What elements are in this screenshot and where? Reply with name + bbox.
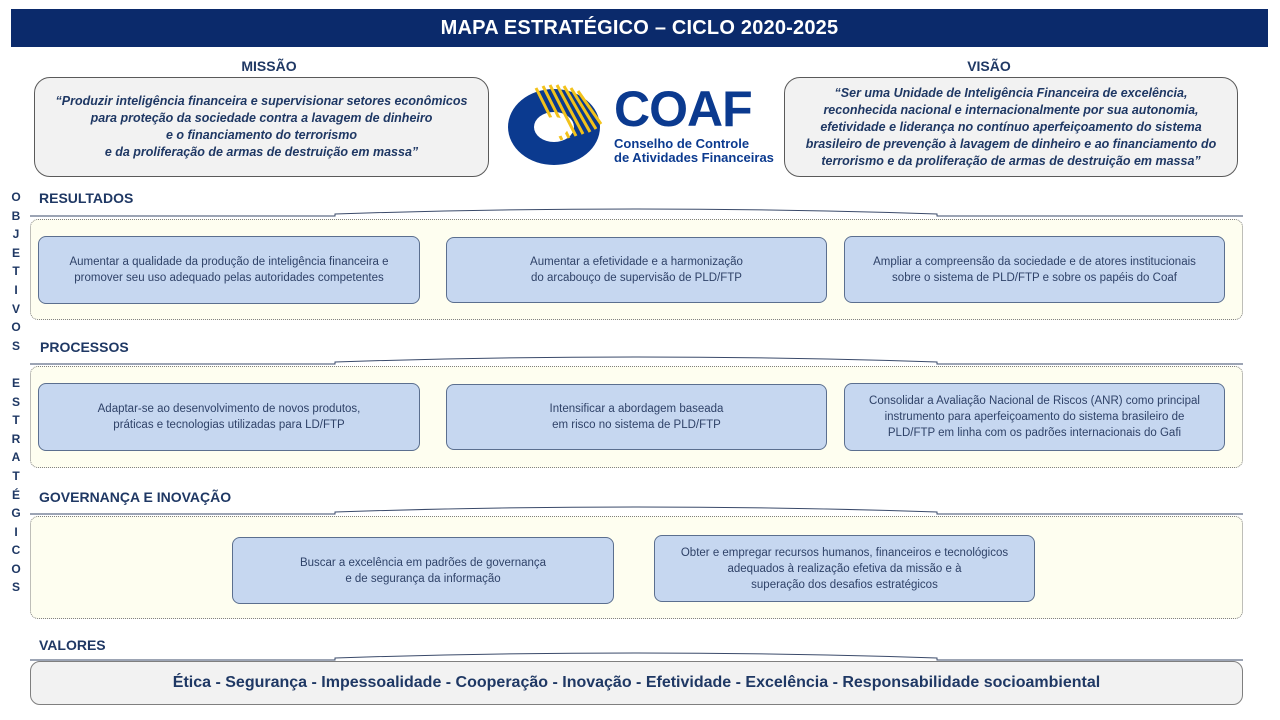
objective-line: promover seu uso adequado pelas autoridades competentes bbox=[74, 272, 384, 284]
objective-line: e de segurança da informação bbox=[345, 572, 501, 585]
objective-line: Aumentar a efetividade e a harmonização bbox=[530, 256, 743, 268]
vertical-letter: T bbox=[12, 468, 20, 483]
vertical-letter: I bbox=[14, 282, 18, 297]
visao-line: “Ser uma Unidade de Inteligência Financeira de excelência, bbox=[834, 85, 1188, 100]
brace-processos bbox=[30, 352, 1243, 366]
objective-resultados-1 bbox=[38, 236, 420, 304]
vertical-letter: S bbox=[11, 394, 20, 409]
objective-resultados-3 bbox=[844, 236, 1225, 303]
coaf-logo-subtitle-1: Conselho de Controle bbox=[614, 136, 750, 151]
vertical-letter: S bbox=[11, 338, 20, 353]
vertical-letter: B bbox=[11, 208, 21, 223]
objective-resultados-2 bbox=[446, 237, 827, 303]
coaf-logo-emblem bbox=[506, 82, 606, 168]
objective-line: Ampliar a compreensão da sociedade e de atores institucionais bbox=[873, 255, 1196, 268]
objective-line: em risco no sistema de PLD/FTP bbox=[552, 419, 721, 431]
missao-heading: MISSÃO bbox=[241, 58, 297, 74]
coaf-logo-wordmark: COAF bbox=[614, 81, 752, 137]
vertical-letter: O bbox=[11, 320, 21, 335]
missao-line: para proteção da sociedade contra a lavagem de dinheiro bbox=[90, 111, 433, 125]
objective-line: superação dos desafios estratégicos bbox=[751, 578, 938, 591]
brace-resultados bbox=[30, 204, 1243, 218]
missao-line: “Produzir inteligência financeira e supervisionar setores econômicos bbox=[55, 94, 468, 108]
vertical-letter: S bbox=[11, 580, 20, 595]
vertical-letter: O bbox=[11, 190, 21, 204]
objective-processos-3 bbox=[844, 383, 1225, 451]
objective-line: Aumentar a qualidade da produção de inteligência financeira e bbox=[69, 256, 389, 268]
objective-line: práticas e tecnologias utilizadas para LD/FTP bbox=[113, 419, 345, 431]
objective-line: do arcabouço de supervisão de PLD/FTP bbox=[531, 272, 742, 284]
objective-processos-1 bbox=[38, 383, 420, 451]
objective-line: Adaptar-se ao desenvolvimento de novos produtos, bbox=[97, 403, 361, 415]
vertical-letter-space bbox=[8, 355, 24, 374]
missao-line: e da proliferação de armas de destruição em massa” bbox=[104, 145, 419, 159]
section-heading-processos: PROCESSOS bbox=[40, 339, 129, 355]
vertical-label-objetivos-estrategicos bbox=[8, 188, 24, 597]
objective-governanca-1 bbox=[232, 537, 614, 604]
vertical-letter: T bbox=[12, 264, 20, 279]
band-governanca bbox=[30, 516, 1243, 619]
visao-line: efetividade e liderança no contínuo aperfeiçoamento do sistema bbox=[820, 119, 1202, 134]
objective-line: PLD/FTP em linha com os padrões internacionais do Gafi bbox=[887, 427, 1182, 439]
brace-valores bbox=[30, 648, 1243, 662]
vertical-letter: C bbox=[11, 543, 21, 558]
page-title: MAPA ESTRATÉGICO – CICLO 2020-2025 bbox=[11, 9, 1268, 47]
vertical-letter: G bbox=[11, 506, 21, 521]
objective-line: adequados à realização efetiva da missão e à bbox=[727, 562, 962, 575]
vertical-letter: V bbox=[11, 301, 20, 316]
missao-box bbox=[34, 77, 489, 177]
visao-line: terrorismo e da proliferação de armas de destruição em massa” bbox=[821, 153, 1201, 168]
section-heading-valores: VALORES bbox=[39, 637, 106, 653]
vertical-letter: R bbox=[11, 431, 21, 446]
missao-line: e o financiamento do terrorismo bbox=[165, 128, 357, 142]
section-heading-governanca: GOVERNANÇA E INOVAÇÃO bbox=[39, 489, 232, 505]
values-box: Ética - Segurança - Impessoalidade - Cooperação - Inovação - Efetividade - Excelência - Responsabilidade socioambiental bbox=[30, 661, 1243, 705]
visao-line: brasileiro de prevenção à lavagem de dinheiro e ao financiamento do bbox=[805, 136, 1217, 151]
vertical-letter: É bbox=[11, 487, 20, 502]
section-heading-resultados: RESULTADOS bbox=[39, 190, 134, 206]
objective-processos-2 bbox=[446, 384, 827, 450]
objective-line: sobre o sistema de PLD/FTP e sobre os papéis do Coaf bbox=[892, 271, 1177, 284]
vertical-letter: A bbox=[11, 450, 21, 465]
vertical-letter: T bbox=[12, 413, 20, 428]
coaf-logo bbox=[506, 80, 778, 172]
visao-line: reconhecida nacional e internacionalmente por sua autonomia, bbox=[823, 102, 1199, 117]
vertical-letter: E bbox=[11, 245, 20, 260]
objective-governanca-2 bbox=[654, 535, 1035, 602]
visao-box bbox=[784, 77, 1238, 177]
objective-line: Consolidar a Avaliação Nacional de Riscos (ANR) como principal bbox=[869, 395, 1200, 407]
coaf-logo-subtitle-2: de Atividades Financeiras bbox=[614, 150, 774, 165]
visao-heading: VISÃO bbox=[967, 58, 1011, 74]
objective-line: Buscar a excelência em padrões de governança bbox=[299, 556, 547, 569]
vertical-letter: J bbox=[12, 227, 20, 242]
objective-line: instrumento para aperfeiçoamento do sistema brasileiro de bbox=[884, 411, 1185, 423]
vertical-letter: O bbox=[11, 561, 21, 576]
objective-line: Obter e empregar recursos humanos, financeiros e tecnológicos bbox=[680, 546, 1009, 559]
vertical-letter: E bbox=[11, 375, 20, 390]
objective-line: Intensificar a abordagem baseada bbox=[549, 403, 724, 415]
vertical-letter: I bbox=[14, 524, 18, 539]
brace-governanca bbox=[30, 502, 1243, 516]
